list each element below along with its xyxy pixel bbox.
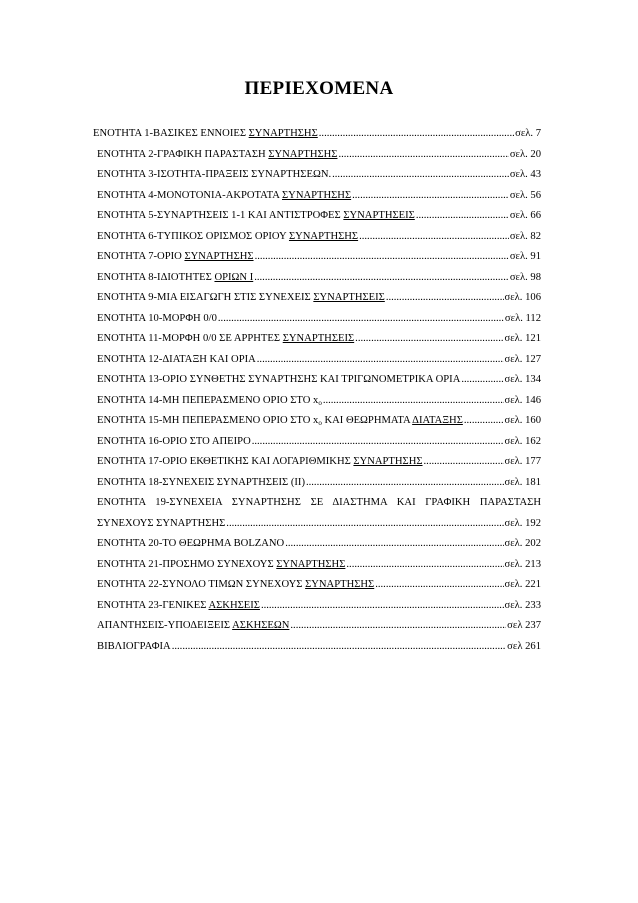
toc-entry-title: ΕΝΟΤΗΤΑ 2-ΓΡΑΦΙΚΗ ΠΑΡΑΣΤΑΣΗ ΣΥΝΑΡΤΗΣΗΣ: [97, 148, 338, 160]
toc-entry: [97, 432, 541, 453]
toc-entry-title: ΕΝΟΤΗΤΑ 22-ΣΥΝΟΛΟ ΤΙΜΩΝ ΣΥΝΕΧΟΥΣ ΣΥΝΑΡΤΗΣΗΣ: [97, 579, 375, 590]
toc-entry: [97, 534, 541, 555]
toc-entry: [97, 514, 541, 535]
toc-entry: [97, 473, 541, 494]
toc-entry-title: ΕΝΟΤΗΤΑ 7-ΟΡΙΟ ΣΥΝΑΡΤΗΣΗΣ: [97, 251, 254, 262]
toc-entry-title: ΕΝΟΤΗΤΑ 4-ΜΟΝΟΤΟΝΙΑ-ΑΚΡΟΤΑΤΑ ΣΥΝΑΡΤΗΣΗΣ: [97, 189, 352, 201]
toc-dot-leader: [255, 247, 509, 268]
toc-entry-title: ΑΠΑΝΤΗΣΕΙΣ-ΥΠΟΔΕΙΞΕΙΣ ΑΣΚΗΣΕΩΝ: [97, 620, 290, 631]
toc-entry-title: ΕΝΟΤΗΤΑ 12-ΔΙΑΤΑΞΗ ΚΑΙ ΟΡΙΑ: [97, 353, 256, 365]
toc-dot-leader: [375, 575, 503, 596]
toc-dot-leader: [261, 596, 504, 617]
toc-dot-leader: [416, 206, 509, 227]
toc-dot-leader: [338, 145, 508, 166]
toc-entry: [97, 247, 541, 268]
toc-dot-leader: [386, 288, 504, 309]
toc-dot-leader: [218, 309, 504, 330]
toc-page-number: σελ. 82: [509, 230, 541, 242]
toc-dot-leader: [252, 432, 504, 453]
toc-page-number: σελ. 127: [504, 353, 541, 365]
toc-entry: [97, 206, 541, 227]
toc-entry-title: ΕΝΟΤΗΤΑ 11-ΜΟΡΦΗ 0/0 ΣΕ ΑΡΡΗΤΕΣ ΣΥΝΑΡΤΗΣΕΙΣ: [97, 333, 355, 344]
toc-entry-title: ΣΥΝΕΧΟΥΣ ΣΥΝΑΡΤΗΣΗΣ: [97, 517, 226, 529]
toc-entry-title: ΕΝΟΤΗΤΑ 1-ΒΑΣΙΚΕΣ ΕΝΝΟΙΕΣ ΣΥΝΑΡΤΗΣΗΣ: [93, 128, 318, 139]
toc-entry-title: ΕΝΟΤΗΤΑ 3-ΙΣΟΤΗΤΑ-ΠΡΑΞΕΙΣ ΣΥΝΑΡΤΗΣΕΩΝ.: [97, 169, 332, 180]
toc-entry-title: ΕΝΟΤΗΤΑ 19-ΣΥΝΕΧΕΙΑ ΣΥΝΑΡΤΗΣΗΣ ΣΕ ΔΙΑΣΤΗΜΑ ΚΑΙ ΓΡΑΦΙΚΗ ΠΑΡΑΣΤΑΣΗ: [97, 497, 541, 508]
page-title: ΠΕΡΙΕΧΟΜΕΝΑ: [244, 78, 394, 99]
toc-entry-title: ΕΝΟΤΗΤΑ 16-ΟΡΙΟ ΣΤΟ ΑΠΕΙΡΟ: [97, 435, 251, 447]
toc-entry: [97, 268, 541, 289]
toc-entry: [97, 227, 541, 248]
toc-page-number: σελ. 91: [509, 251, 541, 262]
toc-page-number: σελ. 20: [509, 148, 541, 160]
toc-entry-title: ΕΝΟΤΗΤΑ 13-ΟΡΙΟ ΣΥΝΘΕΤΗΣ ΣΥΝΑΡΤΗΣΗΣ ΚΑΙ ΤΡΙΓΩΝΟΜΕΤΡΙΚΑ ΟΡΙΑ: [97, 374, 461, 385]
toc-dot-leader: [285, 534, 503, 555]
toc-dot-leader: [355, 329, 503, 350]
toc-page-number: σελ. 106: [504, 292, 541, 303]
toc-entry-title: ΕΝΟΤΗΤΑ 20-ΤΟ ΘΕΩΡΗΜΑ BOLZANO: [97, 538, 285, 549]
toc-entry: [97, 288, 541, 309]
toc-entry: [97, 575, 541, 596]
toc-entry: [97, 186, 541, 207]
toc-dot-leader: [254, 268, 509, 289]
toc-entry: [97, 452, 541, 473]
toc-entry: [97, 555, 541, 576]
toc-dot-leader: [257, 350, 504, 371]
toc-dot-leader: [332, 165, 509, 186]
toc-page-number: σελ. 221: [504, 579, 541, 590]
toc-page-number: σελ. 112: [504, 312, 541, 324]
toc-entry-title: ΕΝΟΤΗΤΑ 18-ΣΥΝΕΧΕΙΣ ΣΥΝΑΡΤΗΣΕΙΣ (ΙΙ): [97, 476, 305, 488]
toc-page-number: σελ. 202: [504, 538, 541, 549]
toc-dot-leader: [290, 616, 506, 637]
table-of-contents: [93, 124, 541, 657]
toc-dot-leader: [306, 473, 504, 494]
toc-entry: [97, 391, 541, 412]
toc-entry-title: ΕΝΟΤΗΤΑ 14-ΜΗ ΠΕΠΕΡΑΣΜΕΝΟ ΟΡΙΟ ΣΤΟ xo: [97, 394, 322, 407]
toc-entry: [97, 596, 541, 617]
toc-page-number: σελ. 98: [509, 271, 541, 283]
toc-page-number: σελ 237: [507, 620, 541, 631]
toc-entry-title: ΕΝΟΤΗΤΑ 6-ΤΥΠΙΚΟΣ ΟΡΙΣΜΟΣ ΟΡΙΟΥ ΣΥΝΑΡΤΗΣΗΣ: [97, 230, 359, 242]
toc-entry: [97, 329, 541, 350]
toc-entry-title: ΕΝΟΤΗΤΑ 17-ΟΡΙΟ ΕΚΘΕΤΙΚΗΣ ΚΑΙ ΛΟΓΑΡΙΘΜΙΚΗΣ ΣΥΝΑΡΤΗΣΗΣ: [97, 456, 423, 467]
toc-entry-title: ΒΙΒΛΙΟΓΡΑΦΙΑ: [97, 640, 171, 652]
toc-entry-line: [97, 493, 541, 514]
toc-entry: [97, 616, 541, 637]
toc-entry-title: ΕΝΟΤΗΤΑ 8-ΙΔΙΟΤΗΤΕΣ ΟΡΙΩΝ Ι: [97, 271, 254, 283]
toc-page-number: σελ. 213: [504, 558, 541, 570]
toc-page-number: σελ. 146: [504, 394, 541, 406]
toc-entry: [97, 145, 541, 166]
toc-page-number: σελ. 7: [515, 128, 541, 139]
toc-dot-leader: [464, 411, 504, 432]
toc-entry-title: ΕΝΟΤΗΤΑ 15-ΜΗ ΠΕΠΕΡΑΣΜΕΝΟ ΟΡΙΟ ΣΤΟ xo ΚΑΙ ΘΕΩΡΗΜΑΤΑ ΔΙΑΤΑΞΗΣ: [97, 415, 463, 427]
toc-dot-leader: [346, 555, 503, 576]
toc-page-number: σελ. 233: [504, 599, 541, 611]
toc-page-number: σελ. 66: [509, 210, 541, 221]
toc-page-number: σελ. 43: [509, 169, 541, 180]
toc-dot-leader: [172, 637, 506, 658]
toc-dot-leader: [424, 452, 504, 473]
toc-dot-leader: [226, 514, 503, 535]
toc-entry: [97, 637, 541, 658]
toc-page-number: σελ. 56: [509, 189, 541, 201]
toc-entry: [97, 309, 541, 330]
toc-page-number: σελ. 177: [504, 456, 541, 467]
toc-page-number: σελ. 121: [504, 333, 541, 344]
toc-dot-leader: [323, 391, 504, 412]
toc-entry-title: ΕΝΟΤΗΤΑ 23-ΓΕΝΙΚΕΣ ΑΣΚΗΣΕΙΣ: [97, 599, 260, 611]
toc-page-number: σελ. 181: [504, 476, 541, 488]
toc-dot-leader: [352, 186, 509, 207]
toc-entry: [97, 411, 541, 432]
toc-entry: [97, 370, 541, 391]
toc-page-number: σελ 261: [507, 640, 541, 652]
toc-entry-title: ΕΝΟΤΗΤΑ 10-ΜΟΡΦΗ 0/0: [97, 312, 217, 324]
toc-dot-leader: [319, 124, 514, 145]
toc-page-number: σελ. 160: [504, 415, 541, 426]
toc-entry-title: ΕΝΟΤΗΤΑ 9-ΜΙΑ ΕΙΣΑΓΩΓΗ ΣΤΙΣ ΣΥΝΕΧΕΙΣ ΣΥΝΑΡΤΗΣΕΙΣ: [97, 292, 385, 303]
toc-entry: [93, 124, 541, 145]
toc-dot-leader: [359, 227, 509, 248]
toc-entry-title: ΕΝΟΤΗΤΑ 5-ΣΥΝΑΡΤΗΣΕΙΣ 1-1 ΚΑΙ ΑΝΤΙΣΤΡΟΦΕΣ ΣΥΝΑΡΤΗΣΕΙΣ: [97, 210, 415, 221]
toc-dot-leader: [461, 370, 503, 391]
toc-entry-title: ΕΝΟΤΗΤΑ 21-ΠΡΟΣΗΜΟ ΣΥΝΕΧΟΥΣ ΣΥΝΑΡΤΗΣΗΣ: [97, 558, 346, 570]
toc-entry: [97, 165, 541, 186]
toc-page-number: σελ. 134: [504, 374, 541, 385]
toc-page-number: σελ. 162: [504, 435, 541, 447]
toc-page-number: σελ. 192: [504, 517, 541, 529]
toc-entry: [97, 350, 541, 371]
